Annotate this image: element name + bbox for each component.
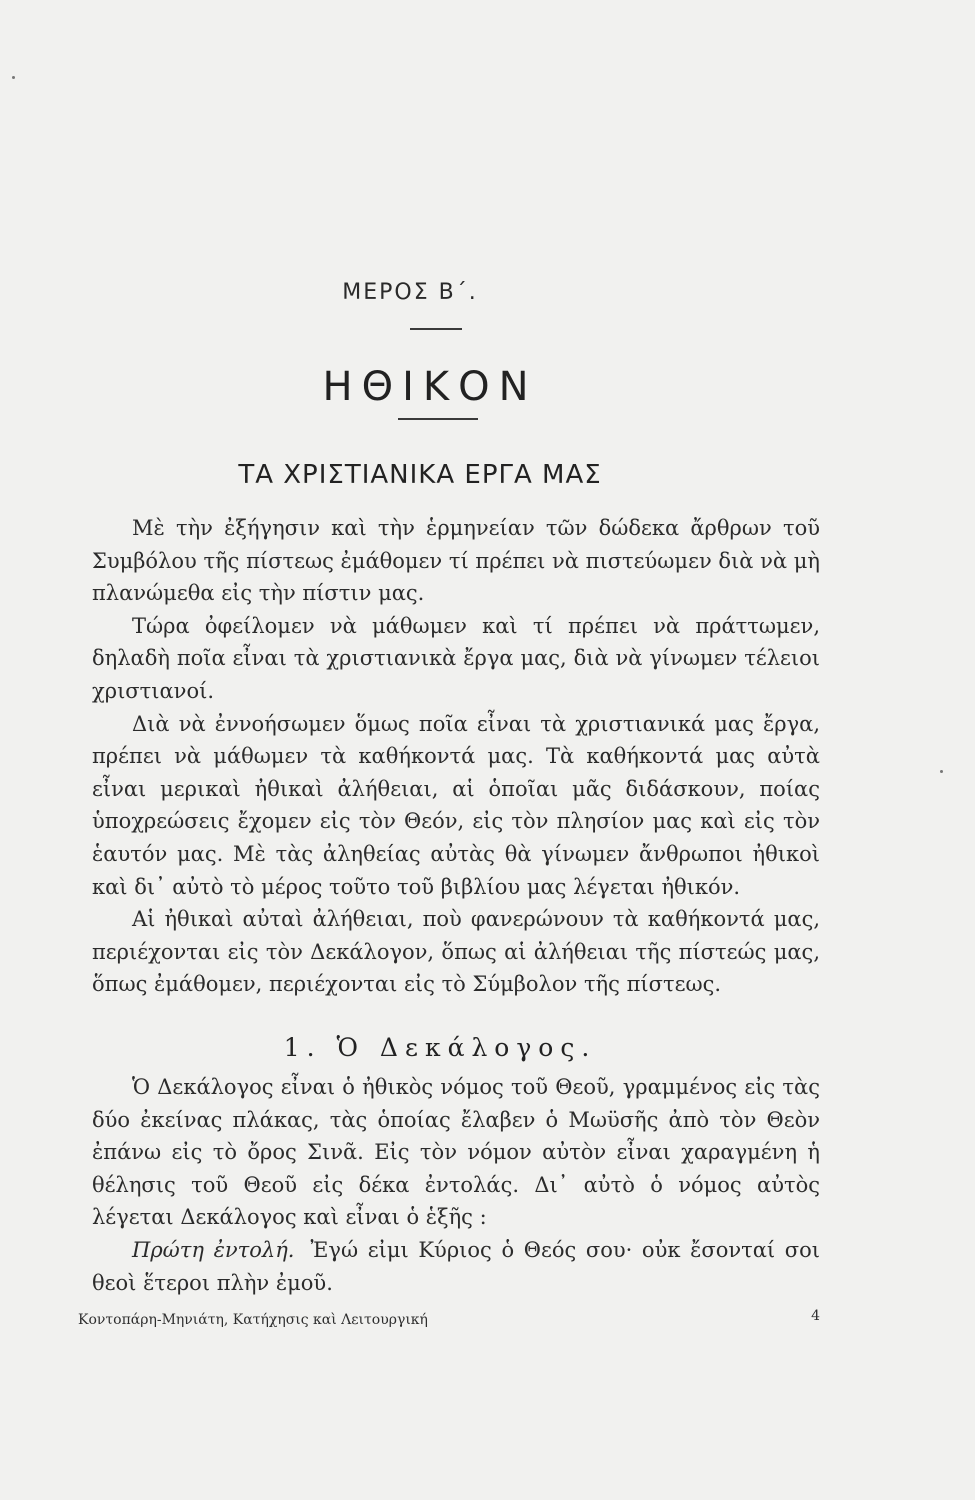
commandment-text: Ἐγώ εἰμι Κύριος ὁ Θεός σου· οὐκ ἔσονταί σοι θεοὶ ἕτεροι πλὴν ἐμοῦ.	[92, 1237, 821, 1295]
commandment-label: Πρώτη ἐντολή.	[132, 1237, 295, 1262]
paragraph: Αἱ ἠθικαὶ αὐταὶ ἀλήθειαι, ποὺ φανερώνουν τὰ καθήκοντά μας, περιέχονται εἰς τὸν Δεκάλογον, ὅπως αἱ ἀλήθειαι τῆς πίστεώς μας, ὅπως ἐμάθομεν, περιέχονται εἰς τὸ Σύμβολον τῆς πίστεως.	[92, 907, 820, 997]
intro-text	[92, 512, 820, 1001]
paragraph: Ὁ Δεκάλογος εἶναι ὁ ἠθικὸς νόμος τοῦ Θεοῦ, γραμμένος εἰς τὰς δύο ἐκείνας πλάκας, τὰς ὁποίας ἔλαβεν ὁ Μωϋσῆς ἀπὸ τὸν Θεὸν ἐπάνω εἰς τὸ ὄρος Σινᾶ. Εἰς τὸν νόμον αὐτὸν εἶναι χαραγμένη ἡ θέλησις τοῦ Θεοῦ εἰς δέκα ἐντολάς. Δι᾿ αὐτὸ ὁ νόμος αὐτὸς λέγεται Δεκάλογος καὶ εἶναι ὁ ἑξῆς :	[92, 1075, 820, 1230]
decalogue-text	[92, 1071, 820, 1299]
paper-speck	[12, 76, 15, 79]
paragraph: Μὲ τὴν ἐξήγησιν καὶ τὴν ἑρμηνείαν τῶν δώδεκα ἄρθρων τοῦ Συμβόλου τῆς πίστεως ἐμάθομεν τί πρέπει νὰ πιστεύωμεν διὰ νὰ μὴ πλανώμεθα εἰς τὴν πίστιν μας.	[92, 516, 820, 606]
part-label: ΜΕΡΟΣ Β΄.	[342, 280, 478, 305]
section-heading: 1. Ὁ Δεκάλογος.	[283, 1033, 597, 1062]
footer-author: Κοντοπάρη-Μηνιάτη, Κατήχησις καὶ Λειτουργική	[78, 1312, 428, 1328]
divider-rule	[410, 328, 462, 330]
main-title: ΗΘΙΚΟΝ	[322, 364, 538, 410]
paragraph: Τώρα ὀφείλομεν νὰ μάθωμεν καὶ τί πρέπει νὰ πράττωμεν, δηλαδὴ ποῖα εἶναι τὰ χριστιανικὰ ἔργα μας, διὰ νὰ γίνωμεν τέλειοι χριστιανοί.	[92, 613, 820, 703]
paper-speck	[940, 770, 943, 773]
chapter-title: ΤΑ ΧΡΙΣΤΙΑΝΙΚΑ ΕΡΓΑ ΜΑΣ	[238, 460, 602, 490]
divider-rule	[398, 418, 478, 420]
paragraph: Διὰ νὰ ἐννοήσωμεν ὅμως ποῖα εἶναι τὰ χριστιανικά μας ἔργα, πρέπει νὰ μάθωμεν τὰ καθήκοντά μας. Τὰ καθήκοντά μας αὐτὰ εἶναι μερικαὶ ἠθικαὶ ἀλήθειαι, αἱ ὁποῖαι μᾶς διδάσκουν, ποίας ὑποχρεώσεις ἔχομεν εἰς τὸν Θεόν, εἰς τὸν πλησίον μας καὶ εἰς τὸν ἑαυτόν μας. Μὲ τὰς ἀληθείας αὐτὰς θὰ γίνωμεν ἄνθρωποι ἠθικοὶ καὶ δι᾿ αὐτὸ τὸ μέρος τοῦτο τοῦ βιβλίου μας λέγεται ἠθικόν.	[92, 711, 820, 899]
signature-number: 4	[811, 1308, 820, 1324]
commandment-paragraph	[92, 1234, 820, 1299]
